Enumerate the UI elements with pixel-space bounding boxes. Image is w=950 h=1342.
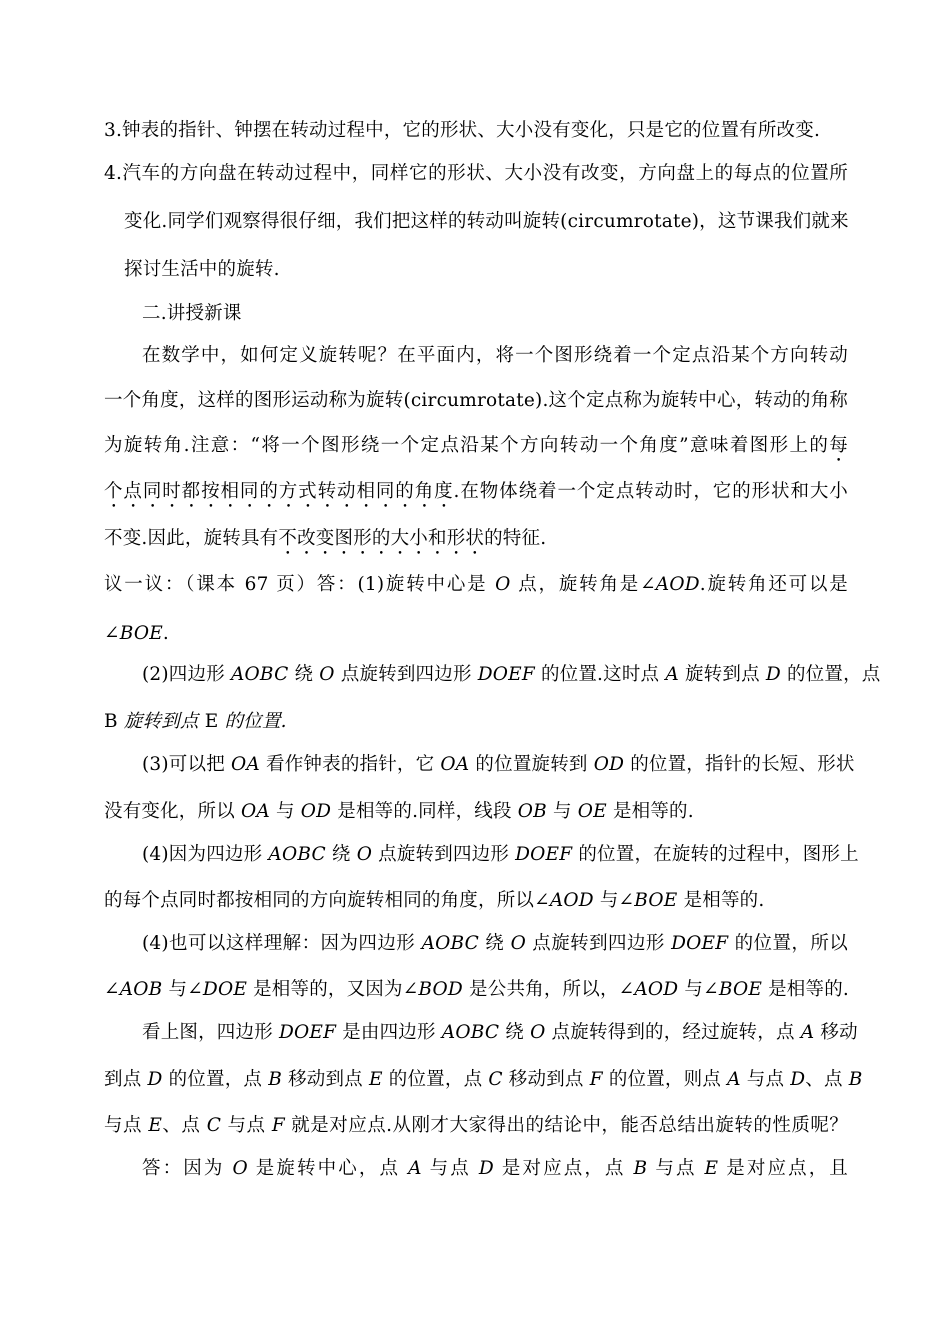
- text: 就是对应点.从刚才大家得出的结论中，能否总结出旋转的性质呢？: [284, 1115, 849, 1136]
- math-var: A: [800, 1022, 815, 1043]
- text: 与: [269, 801, 301, 822]
- text: 与∠: [678, 979, 719, 1000]
- text: 是相等的.同样，线段: [331, 801, 518, 822]
- math-var: AOD: [634, 979, 679, 1000]
- math-var: DOEF: [671, 933, 729, 954]
- paragraph-line: [104, 480, 848, 512]
- math-var: AOBC: [231, 664, 289, 685]
- math-var: AOB: [119, 979, 163, 1000]
- math-var: BOE: [634, 890, 678, 911]
- text: (2)四边形: [142, 664, 231, 685]
- text: 是对应点，且: [718, 1158, 849, 1179]
- text: 看上图，四边形: [142, 1022, 279, 1043]
- paragraph-line: [104, 389, 848, 413]
- math-var: AOBC: [421, 933, 479, 954]
- paragraph-line: [104, 527, 848, 559]
- text: 移动到点: [502, 1069, 590, 1090]
- paragraph-line: [142, 344, 848, 368]
- math-var: BOD: [418, 979, 463, 1000]
- math-var: 旋转到点: [117, 711, 205, 732]
- heading-text: 二.讲授新课: [142, 303, 242, 324]
- emphasized-text: 每: [829, 435, 848, 456]
- math-var: OA: [440, 754, 470, 775]
- text: 点旋转到四边形: [372, 844, 516, 865]
- math-var: A: [408, 1158, 422, 1179]
- paragraph-line: [104, 1114, 848, 1138]
- text: 与点: [104, 1115, 149, 1136]
- math-var: B: [848, 1069, 863, 1090]
- text: 、点: [162, 1115, 207, 1136]
- text: 看作钟表的指针，它: [259, 754, 441, 775]
- math-var: A: [727, 1069, 741, 1090]
- text: (4)也可以这样理解：因为四边形: [142, 933, 422, 954]
- text: 答：因为: [142, 1158, 233, 1179]
- text: 点旋转到四边形: [334, 664, 478, 685]
- math-var: O: [530, 1022, 546, 1043]
- text: 为旋转角.注意：“将一个图形绕一个定点沿某个方向转动一个角度”意味着图形上的: [104, 435, 830, 456]
- math-var: O: [232, 1158, 248, 1179]
- paragraph-line: [104, 978, 848, 1002]
- text: 的位置.这时点: [534, 664, 666, 685]
- text: ∠: [104, 979, 120, 1000]
- text: 是旋转中心，点: [247, 1158, 409, 1179]
- section-heading: [142, 302, 848, 326]
- text: 的特征.: [484, 528, 547, 549]
- text: 点旋转到四边形: [525, 933, 672, 954]
- text: 到点: [104, 1069, 148, 1090]
- text: 在数学中，如何定义旋转呢？在平面内，将一个图形绕着一个定点沿某个方向转动: [142, 345, 848, 366]
- text: 与: [546, 801, 578, 822]
- math-var: AOD: [655, 574, 700, 595]
- math-var: C: [488, 1069, 503, 1090]
- math-var: O: [319, 664, 335, 685]
- text: 点旋转得到的，经过旋转，点: [545, 1022, 801, 1043]
- math-var: F: [589, 1069, 603, 1090]
- text: 是由四边形: [336, 1022, 442, 1043]
- text: 与∠: [593, 890, 635, 911]
- math-var: AOBC: [268, 844, 326, 865]
- text: 是相等的.: [677, 890, 765, 911]
- text: 与点: [647, 1158, 705, 1179]
- text: (3)可以把: [142, 754, 231, 775]
- math-var: OB: [517, 801, 547, 822]
- text: 点，旋转角是∠: [510, 574, 656, 595]
- paragraph-line: [104, 800, 848, 824]
- line-item-4: [104, 162, 848, 186]
- math-var: B: [268, 1069, 282, 1090]
- emphasized-text: 个点同时都按相同的方式转动相同的角度: [104, 481, 454, 502]
- text: 旋转到点: [678, 664, 766, 685]
- paragraph-line: [142, 1157, 848, 1181]
- text: 移动: [814, 1022, 858, 1043]
- paragraph-line: [142, 1021, 858, 1045]
- text: 的位置，所以: [728, 933, 848, 954]
- math-var: O: [510, 933, 526, 954]
- text: .: [162, 623, 170, 644]
- paragraph-line: [104, 1068, 863, 1092]
- paragraph-line: [104, 889, 848, 913]
- math-var: D: [765, 664, 781, 685]
- text: 一个角度，这样的图形运动称为旋转(circumrotate).这个定点称为旋转中心，转动的角称: [104, 390, 848, 411]
- math-var: OA: [231, 754, 260, 775]
- text: 与∠: [162, 979, 203, 1000]
- line-item-4-cont: [124, 210, 848, 234]
- math-var: O: [356, 844, 373, 865]
- math-var: BOE: [718, 979, 763, 1000]
- text: .旋转角还可以是: [699, 574, 849, 595]
- emphasized-text: 不改变图形的大小和形状: [278, 528, 485, 549]
- text: 的位置，点: [382, 1069, 489, 1090]
- text: 没有变化，所以: [104, 801, 241, 822]
- text: (4)因为四边形: [142, 844, 269, 865]
- math-var: DOEF: [515, 844, 573, 865]
- math-var: E: [704, 1158, 719, 1179]
- text: B: [104, 711, 118, 732]
- paragraph-line: [142, 843, 859, 867]
- paragraph-line: [142, 932, 848, 956]
- text: ∠: [104, 623, 120, 644]
- text: 移动到点: [282, 1069, 369, 1090]
- text: 的位置，指针的长短、形状: [624, 754, 855, 775]
- text: 的每个点同时都按相同的方向旋转相同的角度，所以∠: [104, 890, 550, 911]
- math-var: 的位置.: [218, 711, 287, 732]
- math-var: F: [271, 1115, 285, 1136]
- text: 是对应点，点: [493, 1158, 634, 1179]
- text: 的位置，在旋转的过程中，图形上: [572, 844, 859, 865]
- paragraph-line: [104, 573, 848, 597]
- text: 绕: [499, 1022, 531, 1043]
- paragraph-line: [104, 710, 848, 734]
- line-item-3: [104, 119, 848, 143]
- math-var: D: [478, 1158, 494, 1179]
- math-var: AOBC: [441, 1022, 500, 1043]
- text: 是公共角，所以，∠: [462, 979, 635, 1000]
- text: 绕: [325, 844, 357, 865]
- text: 绕: [288, 664, 320, 685]
- text: 议一议：（课本 67 页）答：(1)旋转中心是: [104, 574, 496, 595]
- text: 是相等的，又因为∠: [247, 979, 419, 1000]
- math-var: DOE: [202, 979, 248, 1000]
- text: 的位置，点: [162, 1069, 269, 1090]
- paragraph-line: [104, 622, 848, 646]
- math-var: OD: [300, 801, 332, 822]
- math-var: DOEF: [278, 1022, 337, 1043]
- text: 、点: [805, 1069, 849, 1090]
- text: 是相等的.: [606, 801, 694, 822]
- math-var: C: [206, 1115, 222, 1136]
- math-var: D: [147, 1069, 163, 1090]
- text: 不变.因此，旋转具有: [104, 528, 279, 549]
- math-var: D: [790, 1069, 806, 1090]
- text: 变化.同学们观察得很仔细，我们把这样的转动叫旋转(circumrotate)，这节课我们就来: [124, 211, 849, 232]
- math-var: E: [368, 1069, 383, 1090]
- math-var: OA: [240, 801, 270, 822]
- text: 的位置旋转到: [469, 754, 594, 775]
- paragraph-line: [142, 753, 855, 777]
- math-var: OD: [593, 754, 625, 775]
- math-var: AOD: [549, 890, 594, 911]
- math-var: E: [148, 1115, 163, 1136]
- text: 的位置，则点: [602, 1069, 728, 1090]
- text: 与点: [421, 1158, 479, 1179]
- text: 的位置，点: [780, 664, 881, 685]
- math-var: BOE: [119, 623, 163, 644]
- text: E: [204, 711, 219, 732]
- text: 是相等的.: [762, 979, 849, 1000]
- text: 3.钟表的指针、钟摆在转动过程中，它的形状、大小没有变化，只是它的位置有所改变.: [104, 120, 821, 141]
- paragraph-line: [104, 434, 848, 466]
- text: 与点: [221, 1115, 272, 1136]
- math-var: O: [495, 574, 511, 595]
- math-var: OE: [577, 801, 607, 822]
- text: 探讨生活中的旋转.: [124, 259, 280, 280]
- text: 与点: [740, 1069, 791, 1090]
- math-var: DOEF: [477, 664, 535, 685]
- text: 4.汽车的方向盘在转动过程中，同样它的形状、大小没有改变，方向盘上的每点的位置所: [104, 163, 848, 184]
- math-var: A: [665, 664, 679, 685]
- math-var: B: [633, 1158, 648, 1179]
- line-item-4-end: [124, 258, 848, 282]
- text: 绕: [478, 933, 511, 954]
- text: .在物体绕着一个定点转动时，它的形状和大小: [453, 481, 848, 502]
- paragraph-line: [142, 663, 881, 687]
